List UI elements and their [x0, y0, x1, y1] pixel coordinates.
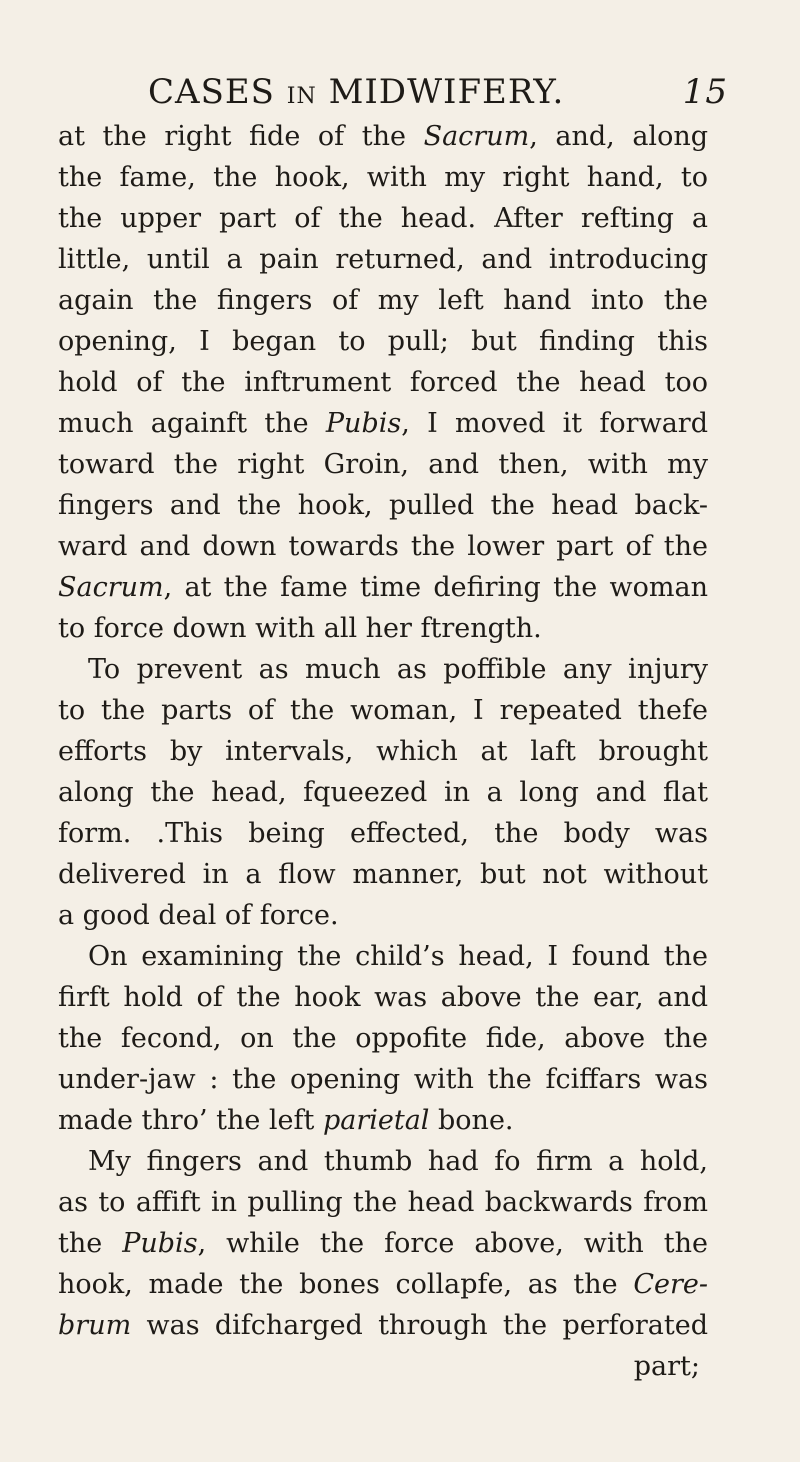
- running-head: [148, 70, 728, 114]
- text-line: brum was difcharged through the perforated: [58, 1310, 708, 1341]
- text-line: the Pubis, while the force above, with the: [58, 1228, 708, 1259]
- text-line: efforts by intervals, which at laft brought: [58, 736, 708, 767]
- text-line: delivered in a flow manner, but not without: [58, 859, 708, 890]
- text-line: a good deal of force.: [58, 900, 339, 931]
- text-line: the fame, the hook, with my right hand, to: [58, 162, 708, 193]
- text-line: under-jaw : the opening with the fciffars was: [58, 1064, 708, 1095]
- text-line: toward the right Groin, and then, with my: [58, 449, 708, 480]
- text-line: fingers and the hook, pulled the head back-: [58, 490, 708, 521]
- text-line: My fingers and thumb had fo firm a hold,: [88, 1146, 708, 1177]
- text-line: ward and down towards the lower part of the: [58, 531, 708, 562]
- text-line: little, until a pain returned, and introducing: [58, 244, 708, 275]
- text-line: much againft the Pubis, I moved it forward: [58, 408, 708, 439]
- text-line: to force down with all her ftrength.: [58, 613, 542, 644]
- text-line: again the fingers of my left hand into the: [58, 285, 708, 316]
- text-line: made thro’ the left parietal bone.: [58, 1105, 514, 1136]
- text-line: firft hold of the hook was above the ear, and: [58, 982, 708, 1013]
- text-line: form. .This being effected, the body was: [58, 818, 708, 849]
- text-line: hold of the inftrument forced the head too: [58, 367, 708, 398]
- text-line: To prevent as much as poffible any injury: [88, 654, 708, 685]
- text-line: On examining the child’s head, I found the: [88, 941, 708, 972]
- catchword: part;: [633, 1351, 700, 1382]
- running-head-midwifery: MIDWIFERY.: [328, 72, 565, 112]
- running-head-cases: CASES: [148, 72, 275, 112]
- text-line: Sacrum, at the fame time defiring the woman: [58, 572, 708, 603]
- body-text: [58, 116, 708, 1387]
- running-head-in: IN: [286, 84, 317, 109]
- text-line: hook, made the bones collapfe, as the Cere-: [58, 1269, 708, 1300]
- text-line: as to affift in pulling the head backwards from: [58, 1187, 708, 1218]
- text-line: the upper part of the head. After refting a: [58, 203, 708, 234]
- text-line: opening, I began to pull; but finding this: [58, 326, 708, 357]
- text-line: along the head, fqueezed in a long and flat: [58, 777, 708, 808]
- text-line: to the parts of the woman, I repeated thefe: [58, 695, 708, 726]
- text-line: at the right fide of the Sacrum, and, along: [58, 121, 708, 152]
- text-line: the fecond, on the oppofite fide, above the: [58, 1023, 708, 1054]
- page-number: 15: [682, 72, 728, 112]
